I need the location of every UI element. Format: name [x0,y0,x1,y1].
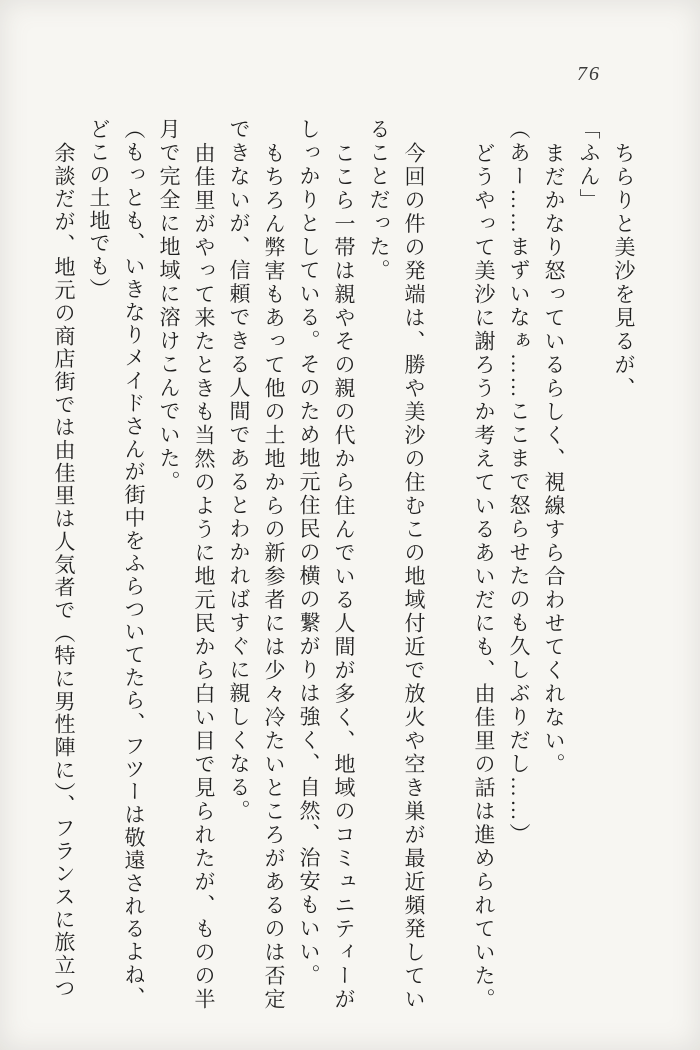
paragraph: もちろん弊害もあって他の土地からの新参者には少々冷たいところがあるのは否定できないが、信頼できる人間であるとわかればすぐに親しくなる。 [227,118,286,1011]
paragraph: 今回の件の発端は、勝や美沙の住むこの地域付近で放火や空き巣が最近頻発していることだった。 [367,118,426,1011]
paragraph: ちらりと美沙を見るが、 [612,141,636,400]
paragraph: 由佳里がやって来たときも当然のように地元民から白い目で見られたが、ものの半月で完全に地域に溶けこんでいた。 [157,118,216,1011]
page-number: 76 [577,63,601,85]
paragraph: まだかなり怒っているらしく、視線すら合わせてくれない。 [542,141,566,776]
paragraph: 余談だが、地元の商店街では由佳里は人気者で（特に男性陣に）、フランスに旅立つ [52,141,76,1000]
paragraph: ここら一帯は親やその親の代から住んでいる人間が多く、地域のコミュニティーがしっかりとしている。そのため地元住民の横の繋がりは強く、自然、治安もいい。 [297,118,356,1011]
paragraph: どうやって美沙に謝ろうか考えているあいだにも、由佳里の話は進められていた。 [472,141,496,1011]
blank-line [431,118,466,1015]
paragraph: （もっとも、いきなりメイドさんが街中をふらついてたら、フツーは敬遠されるよね、どこの土地でも） [87,118,146,1010]
paragraph: （あー……まずいなぁ……ここまで怒らせたのも久しぶりだし……） [507,118,531,847]
text-block [46,118,641,1015]
paragraph: 「ふん」 [577,118,601,212]
